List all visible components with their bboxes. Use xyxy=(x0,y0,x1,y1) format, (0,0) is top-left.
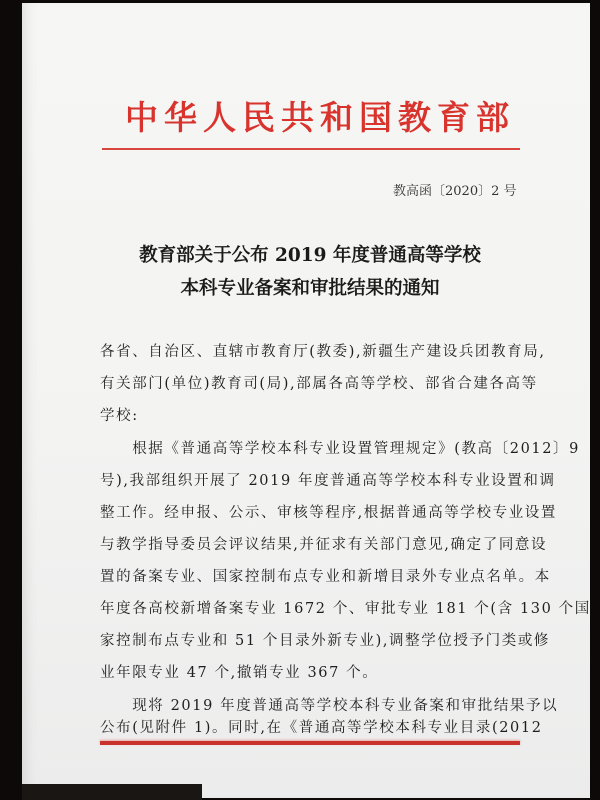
body-line: 整工作。经申报、公示、审核等程序,根据普通高等学校专业设置 xyxy=(100,505,558,521)
document-number: 教高函〔2020〕2 号 xyxy=(393,184,517,199)
footer-red-rule xyxy=(100,741,520,745)
body-line: 家控制布点专业和 51 个目录外新专业),调整学位授予门类或修 xyxy=(100,633,551,649)
masthead-red-rule xyxy=(102,148,520,150)
background-shadow xyxy=(22,784,202,800)
notice-title-line-1: 教育部关于公布 2019 年度普通高等学校 xyxy=(139,245,481,266)
body-line: 现将 2019 年度普通高等学校本科专业备案和审批结果予以 xyxy=(100,698,559,714)
body-line: 公布(见附件 1)。同时,在《普通高等学校本科专业目录(2012 xyxy=(100,720,543,736)
body-line: 学校: xyxy=(100,408,139,424)
notice-title-line-2: 本科专业备案和审批结果的通知 xyxy=(180,278,440,299)
body-line: 与教学指导委员会评议结果,并征求有关部门意见,确定了同意设 xyxy=(100,537,548,553)
body-line: 置的备案专业、国家控制布点专业和新增目录外专业点名单。本 xyxy=(100,569,551,585)
body-line: 各省、自治区、直辖市教育厅(教委),新疆生产建设兵团教育局, xyxy=(100,344,546,360)
body-line: 业年限专业 47 个,撤销专业 367 个。 xyxy=(100,665,379,681)
body-line: 号),我部组织开展了 2019 年度普通高等学校本科专业设置和调 xyxy=(100,473,556,489)
masthead-title: 中华人民共和国教育部 xyxy=(125,98,515,137)
body-line: 有关部门(单位)教育司(局),部属各高等学校、部省合建各高等 xyxy=(100,376,538,392)
body-line: 年度各高校新增备案专业 1672 个、审批专业 181 个(含 130 个国 xyxy=(100,601,591,617)
body-line: 根据《普通高等学校本科专业设置管理规定》(教高〔2012〕9 xyxy=(100,441,580,457)
